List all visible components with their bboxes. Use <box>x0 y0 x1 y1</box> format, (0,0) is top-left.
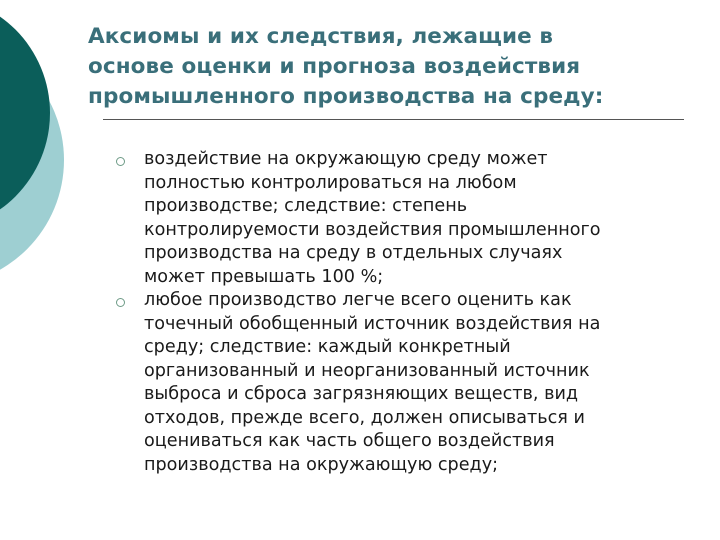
bullet-text-line: производстве; следствие: степень <box>144 196 468 216</box>
bullet-item <box>112 289 692 477</box>
bullet-list <box>112 148 692 477</box>
bullet-text-line: контролируемости воздействия промышленного <box>144 219 601 240</box>
bullet-item <box>112 148 692 289</box>
slide-title <box>88 22 698 112</box>
bullet-text-line: может превышать 100 %; <box>144 266 384 287</box>
bullet-text-line: отходов, прежде всего, должен описываться и <box>144 407 585 428</box>
bullet-text-line: полностью контролироваться на любом <box>144 172 517 193</box>
bullet-text-line: точечный обобщенный источник воздействия на <box>144 313 601 334</box>
hollow-circle-bullet-icon <box>116 157 125 166</box>
bullet-text-line: любое производство легче всего оценить как <box>144 290 572 310</box>
bullet-text-line: организованный и неорганизованный источник <box>144 360 590 381</box>
slide-title-line: Аксиомы и их следствия, лежащие в <box>88 24 554 49</box>
bullet-text-line: производства на окружающую среду; <box>144 454 499 475</box>
bullet-text-line: выброса и сброса загрязняющих веществ, вид <box>144 384 579 404</box>
hollow-circle-bullet-icon <box>116 298 125 307</box>
slide-title-line: промышленного производства на среду: <box>88 84 604 109</box>
bullet-text-line: среду; следствие: каждый конкретный <box>144 337 511 357</box>
slide-title-line: основе оценки и прогноза воздействия <box>88 54 581 79</box>
bullet-text-line: воздействие на окружающую среду может <box>144 149 548 169</box>
bullet-text-line: производства на среду в отдельных случаях <box>144 243 563 263</box>
bullet-text-line: оцениваться как часть общего воздействия <box>144 431 555 451</box>
title-divider <box>103 119 684 120</box>
